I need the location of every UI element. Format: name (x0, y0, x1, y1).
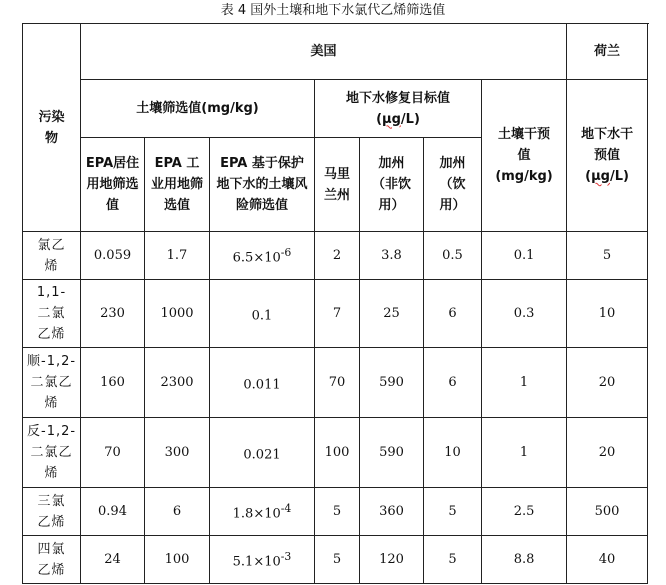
cell-maryland: 5 (315, 488, 360, 536)
cell-epa-gw-protect (210, 488, 315, 536)
epa-industrial-header: EPA 工业用地筛选值 (145, 138, 210, 232)
cell-epa-industrial: 6 (145, 488, 210, 536)
table-row (23, 348, 648, 418)
cell-epa-residential: 160 (81, 348, 145, 418)
cell-ca-nondrinking: 590 (360, 418, 424, 488)
value-base: 5.1×10 (232, 554, 281, 570)
cell-ca-drinking: 5 (424, 536, 482, 584)
value-base: 1.8×10 (232, 506, 281, 522)
cell-epa-residential: 0.94 (81, 488, 145, 536)
row-pollutant-name: 三氯乙烯 (23, 488, 81, 536)
cell-maryland: 2 (315, 232, 360, 280)
nl-gw-label: 地下水干预值 (581, 127, 634, 163)
cell-ca-nondrinking: 3.8 (360, 232, 424, 280)
cell-nl-gw: 20 (567, 348, 648, 418)
cell-maryland: 7 (315, 280, 360, 348)
nl-gw-unit-close: /L) (609, 169, 629, 184)
cell-ca-drinking: 10 (424, 418, 482, 488)
row-pollutant-name: 四氯乙烯 (23, 536, 81, 584)
cell-epa-gw-protect (210, 348, 315, 418)
cell-epa-residential: 70 (81, 418, 145, 488)
cell-epa-industrial: 1000 (145, 280, 210, 348)
cell-nl-gw: 40 (567, 536, 648, 584)
cell-ca-drinking: 6 (424, 280, 482, 348)
value-exponent: -4 (280, 502, 292, 516)
cell-ca-nondrinking: 360 (360, 488, 424, 536)
cell-ca-nondrinking: 120 (360, 536, 424, 584)
gw-target-header (315, 80, 482, 138)
cell-epa-gw-protect (210, 536, 315, 584)
cell-epa-industrial: 2300 (145, 348, 210, 418)
cell-epa-industrial: 300 (145, 418, 210, 488)
row-pollutant-name: 顺-1,2-二氯乙烯 (23, 348, 81, 418)
value-exponent: -6 (280, 246, 292, 260)
cell-maryland: 5 (315, 536, 360, 584)
cell-epa-residential: 24 (81, 536, 145, 584)
cell-epa-gw-protect (210, 418, 315, 488)
epa-gw-protect-header: EPA 基于保护地下水的土壤风险筛选值 (210, 138, 315, 232)
cell-nl-gw: 20 (567, 418, 648, 488)
value-exponent: -3 (280, 550, 292, 564)
table-row (23, 418, 648, 488)
cell-epa-residential: 0.059 (81, 232, 145, 280)
row-pollutant-name: 1,1-二氯乙烯 (23, 280, 81, 348)
row-pollutant-name: 氯乙烯 (23, 232, 81, 280)
row-pollutant-name: 反-1,2-二氯乙烯 (23, 418, 81, 488)
gw-target-unit-ug: µg (382, 111, 401, 127)
gw-target-label: 地下水修复目标值 (345, 90, 450, 106)
cell-nl-soil: 2.5 (482, 488, 567, 536)
cell-ca-nondrinking: 590 (360, 348, 424, 418)
cell-ca-drinking: 0.5 (424, 232, 482, 280)
cell-nl-gw: 5 (567, 232, 648, 280)
cell-epa-industrial: 1.7 (145, 232, 210, 280)
cell-nl-soil: 8.8 (482, 536, 567, 584)
value-base: 0.011 (243, 377, 281, 393)
table-row (23, 232, 648, 280)
cell-ca-drinking: 6 (424, 348, 482, 418)
nl-gw-unit-ug: µg (591, 169, 610, 184)
maryland-header: 马里兰州 (315, 138, 360, 232)
screening-values-table (22, 23, 648, 584)
table-row (23, 536, 648, 584)
cell-epa-gw-protect (210, 280, 315, 348)
cell-nl-gw: 500 (567, 488, 648, 536)
pollutant-header: 污染物 (23, 24, 81, 232)
cell-ca-nondrinking: 25 (360, 280, 424, 348)
value-base: 0.1 (251, 308, 273, 324)
nl-soil-label: 土壤干预值 (498, 127, 551, 163)
table-caption: 表 4 国外土壤和地下水氯代乙烯筛选值 (220, 3, 446, 18)
nl-soil-header (482, 80, 567, 232)
ca-drinking-header: 加州（饮用） (424, 138, 482, 232)
cell-nl-soil: 0.3 (482, 280, 567, 348)
cell-epa-gw-protect (210, 232, 315, 280)
cell-nl-soil: 1 (482, 418, 567, 488)
cell-nl-soil: 0.1 (482, 232, 567, 280)
nl-gw-unit-open: ( (585, 169, 592, 184)
usa-header: 美国 (81, 24, 567, 80)
cell-epa-residential: 230 (81, 280, 145, 348)
soil-screening-header: 土壤筛选值(mg/kg) (81, 80, 315, 138)
epa-residential-header: EPA居住用地筛选值 (81, 138, 145, 232)
gw-target-unit-open: ( (376, 111, 383, 127)
cell-epa-industrial: 100 (145, 536, 210, 584)
table-row (23, 280, 648, 348)
table-row (23, 488, 648, 536)
nl-gw-header (567, 80, 648, 232)
cell-maryland: 70 (315, 348, 360, 418)
netherlands-header: 荷兰 (567, 24, 648, 80)
cell-nl-gw: 10 (567, 280, 648, 348)
value-base: 6.5×10 (232, 250, 281, 266)
ca-nondrinking-header: 加州（非饮用） (360, 138, 424, 232)
cell-ca-drinking: 5 (424, 488, 482, 536)
nl-soil-unit: (mg/kg) (495, 169, 553, 184)
cell-maryland: 100 (315, 418, 360, 488)
gw-target-unit-close: /L) (400, 111, 420, 127)
value-base: 0.021 (243, 447, 281, 463)
cell-nl-soil: 1 (482, 348, 567, 418)
